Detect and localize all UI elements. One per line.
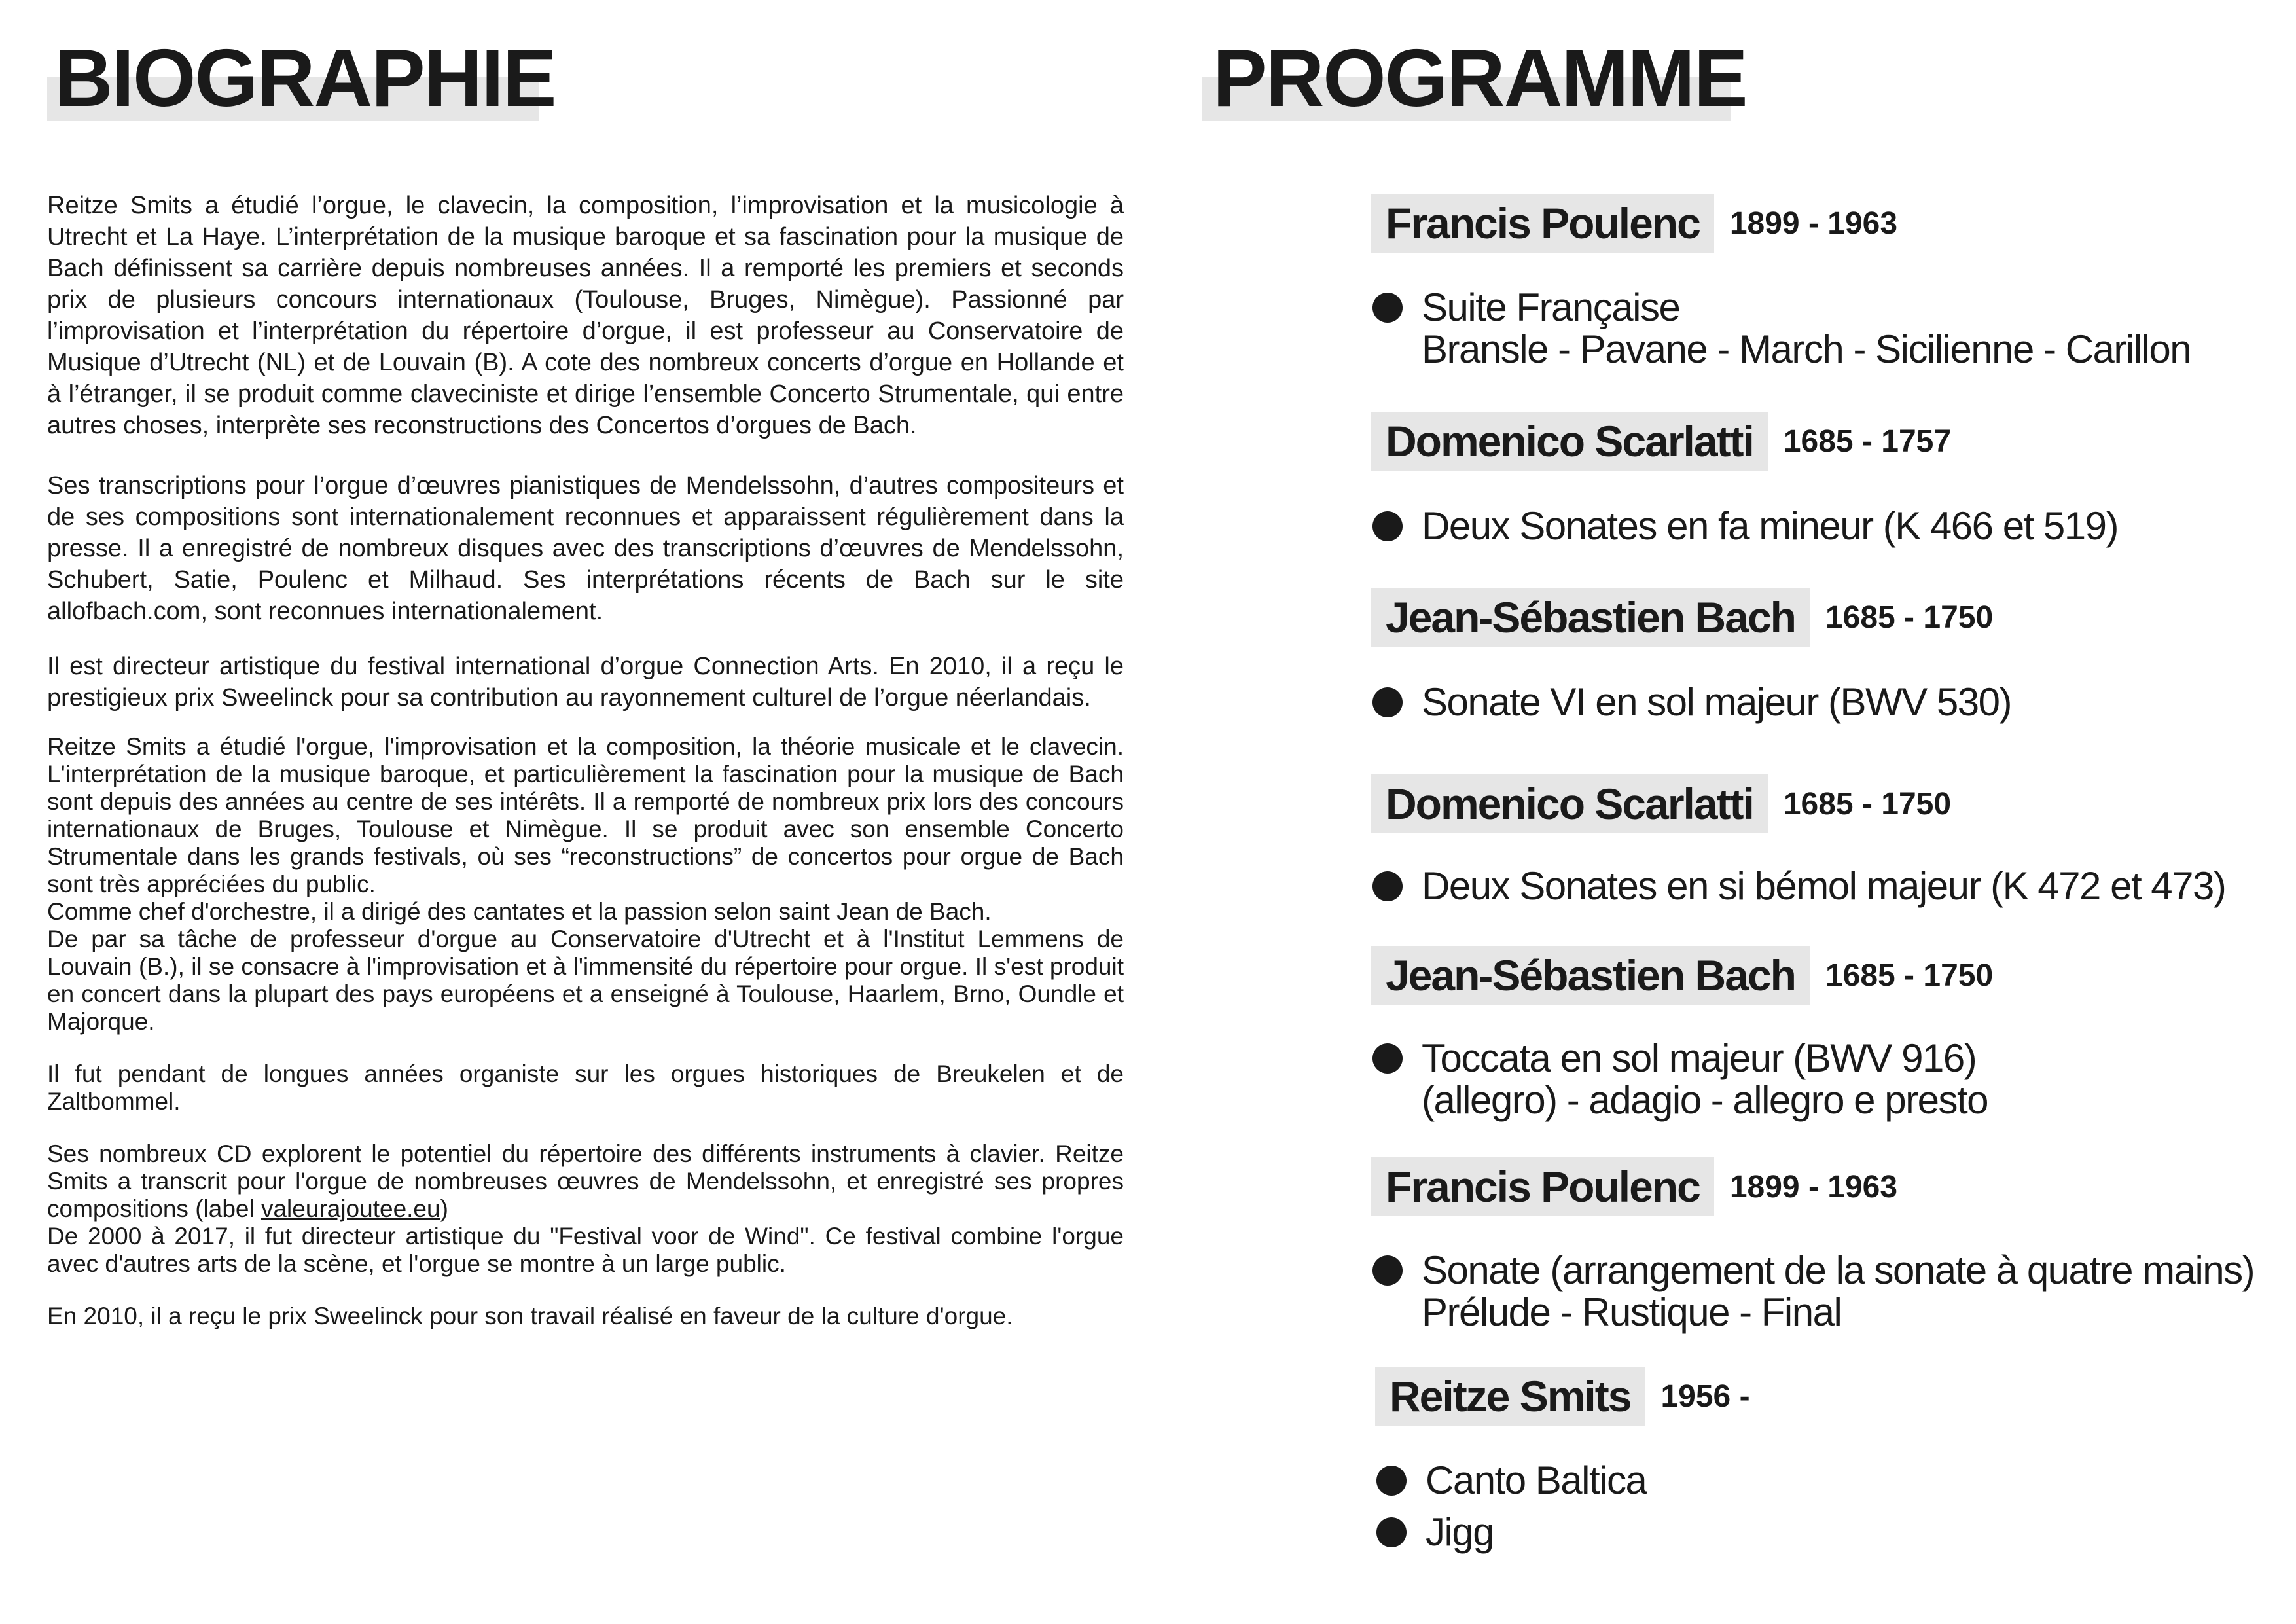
composer-dates: 1685 - 1750 xyxy=(1825,958,1994,993)
composer-dates: 1899 - 1963 xyxy=(1729,206,1898,241)
bullet-icon xyxy=(1372,871,1403,901)
composer-dates: 1685 - 1750 xyxy=(1825,600,1994,635)
bullet-icon xyxy=(1372,1043,1403,1074)
work-movements: Prélude - Rustique - Final xyxy=(1422,1290,1842,1334)
bullet-icon xyxy=(1372,1255,1403,1286)
composer-name: Jean-Sébastien Bach xyxy=(1371,588,1810,647)
composer-row xyxy=(1371,1157,1897,1216)
composer-row xyxy=(1371,412,1951,471)
work-title: Deux Sonates en si bémol majeur (K 472 et 473) xyxy=(1422,864,2226,908)
composer-row xyxy=(1371,946,1993,1005)
bullet-icon xyxy=(1372,687,1403,717)
bullet-icon xyxy=(1376,1466,1407,1496)
work-title: Deux Sonates en fa mineur (K 466 et 519) xyxy=(1422,504,2119,548)
bio-sentence: Comme chef d'orchestre, il a dirigé des cantates et la passion selon saint Jean de Bach. xyxy=(47,898,992,925)
work-item xyxy=(1426,1511,1494,1553)
work-item xyxy=(1422,865,2225,907)
work-item xyxy=(1422,681,2011,723)
bio-text: Ses nombreux CD explorent le potentiel du répertoire des différents instruments à clavier. Reitze Smits a transcrit pour l'orgue de nombreuses œuvres de Mendelssohn, et enregistré ses propres compositions (label xyxy=(47,1140,1124,1222)
composer-dates: 1956 - xyxy=(1660,1379,1750,1414)
composer-name: Reitze Smits xyxy=(1375,1367,1645,1426)
programme-title: PROGRAMME xyxy=(1213,33,1747,124)
work-movements: Bransle - Pavane - March - Sicilienne - Carillon xyxy=(1422,327,2191,371)
bullet-icon xyxy=(1372,293,1403,323)
biography-text xyxy=(47,190,1124,1330)
label-link[interactable]: valeurajoutee.eu xyxy=(260,1195,440,1222)
work-item xyxy=(1422,1250,2254,1333)
bio-paragraph: Reitze Smits a étudié l’orgue, le clavecin, la composition, l’improvisation et la musicologie à Utrecht et La Haye. L’interprétation de la musique baroque et sa fascination pour la musique de Bach définissent sa carrière depuis nombreuses années. Il a remporté les premiers et seconds prix de plusieurs concours internationaux (Toulouse, Bruges, Nimègue). Passionné par l’improvisation et l’interprétation du répertoire d’orgue, il est professeur au Conservatoire de Musique d’Utrecht (NL) et de Louvain (B). A cote des nombreux concerts d’orgue en Hollande et à l’étranger, il se produit comme claveciniste et dirige l’ensemble Concerto Strumentale, qui entre autres choses, interprète ses reconstructions des Concertos d’orgues de Bach. xyxy=(47,192,1124,439)
bio-sentence: De 2000 à 2017, il fut directeur artistique du "Festival voor de Wind". Ce festival combine l'orgue avec d'autres arts de la scène, et l'orgue se montre à un large public. xyxy=(47,1223,1124,1277)
bullet-icon xyxy=(1376,1517,1407,1547)
work-title: Canto Baltica xyxy=(1426,1458,1647,1502)
work-title: Jigg xyxy=(1426,1510,1494,1554)
bio-sentence xyxy=(47,1140,1124,1223)
composer-name: Francis Poulenc xyxy=(1371,194,1714,253)
bio-sentence: De par sa tâche de professeur d'orgue au Conservatoire d'Utrecht et à l'Institut Lemmens de Louvain (B.), il se consacre à l'improvisation et à l'immensité du répertoire pour orgue. Il s'est produit en concert dans la plupart des pays européens et a enseigné à Toulouse, Haarlem, Brno, Oundle et Majorque. xyxy=(47,926,1124,1035)
bio-paragraph: En 2010, il a reçu le prix Sweelinck pour son travail réalisé en faveur de la culture d'orgue. xyxy=(47,1303,1013,1329)
work-item xyxy=(1422,287,2191,370)
composer-name: Domenico Scarlatti xyxy=(1371,774,1768,833)
work-movements: (allegro) - adagio - allegro e presto xyxy=(1422,1078,1988,1122)
bio-paragraph: Ses transcriptions pour l’orgue d’œuvres pianistiques de Mendelssohn, d’autres compositeurs et de ses compositions sont internationalement reconnues et apparaissent régulièrement dans la presse. Il a enregistré de nombreux disques avec des transcriptions d’œuvres de Mendelssohn, Schubert, Satie, Poulenc et Milhaud. Ses interprétations récents de Bach sur le site allofbach.com, sont reconnues internationalement. xyxy=(47,472,1124,625)
bio-paragraph: Il fut pendant de longues années organiste sur les orgues historiques de Breukelen et de Zaltbommel. xyxy=(47,1060,1124,1115)
composer-name: Domenico Scarlatti xyxy=(1371,412,1768,471)
composer-dates: 1685 - 1750 xyxy=(1783,786,1952,821)
composer-row xyxy=(1371,588,1993,647)
bio-paragraph xyxy=(47,1140,1124,1278)
work-item xyxy=(1426,1460,1646,1502)
bullet-icon xyxy=(1372,511,1403,541)
work-title: Sonate (arrangement de la sonate à quatre mains) xyxy=(1422,1248,2255,1292)
work-title: Suite Française xyxy=(1422,285,1680,329)
composer-dates: 1685 - 1757 xyxy=(1783,424,1952,459)
work-title: Sonate VI en sol majeur (BWV 530) xyxy=(1422,680,2011,724)
bio-text: ) xyxy=(440,1195,448,1222)
composer-row xyxy=(1375,1367,1750,1426)
bio-sentence: Reitze Smits a étudié l'orgue, l'improvisation et la composition, la théorie musicale et le clavecin. L'interprétation de la musique baroque, et particulièrement la fascination pour la musique de Bach sont depuis des années au centre de ses intérêts. Il a remporté de nombreux prix lors des concours internationaux de Bruges, Toulouse et Nimègue. Il se produit avec son ensemble Concerto Strumentale dans les grands festivals, où ses “reconstructions” de concertos pour orgue de Bach sont très appréciées du public. xyxy=(47,733,1124,897)
work-title: Toccata en sol majeur (BWV 916) xyxy=(1422,1036,1977,1080)
composer-row xyxy=(1371,194,1897,253)
work-item xyxy=(1422,1038,1988,1121)
composer-dates: 1899 - 1963 xyxy=(1729,1169,1898,1204)
composer-name: Jean-Sébastien Bach xyxy=(1371,946,1810,1005)
composer-name: Francis Poulenc xyxy=(1371,1157,1714,1216)
biography-title: BIOGRAPHIE xyxy=(54,33,556,124)
bio-paragraph xyxy=(47,733,1124,1036)
bio-paragraph: Il est directeur artistique du festival international d’orgue Connection Arts. En 2010, il a reçu le prestigieux prix Sweelinck pour sa contribution au rayonnement culturel de l’orgue néerlandais. xyxy=(47,653,1124,712)
composer-row xyxy=(1371,774,1951,833)
work-item xyxy=(1422,505,2118,547)
